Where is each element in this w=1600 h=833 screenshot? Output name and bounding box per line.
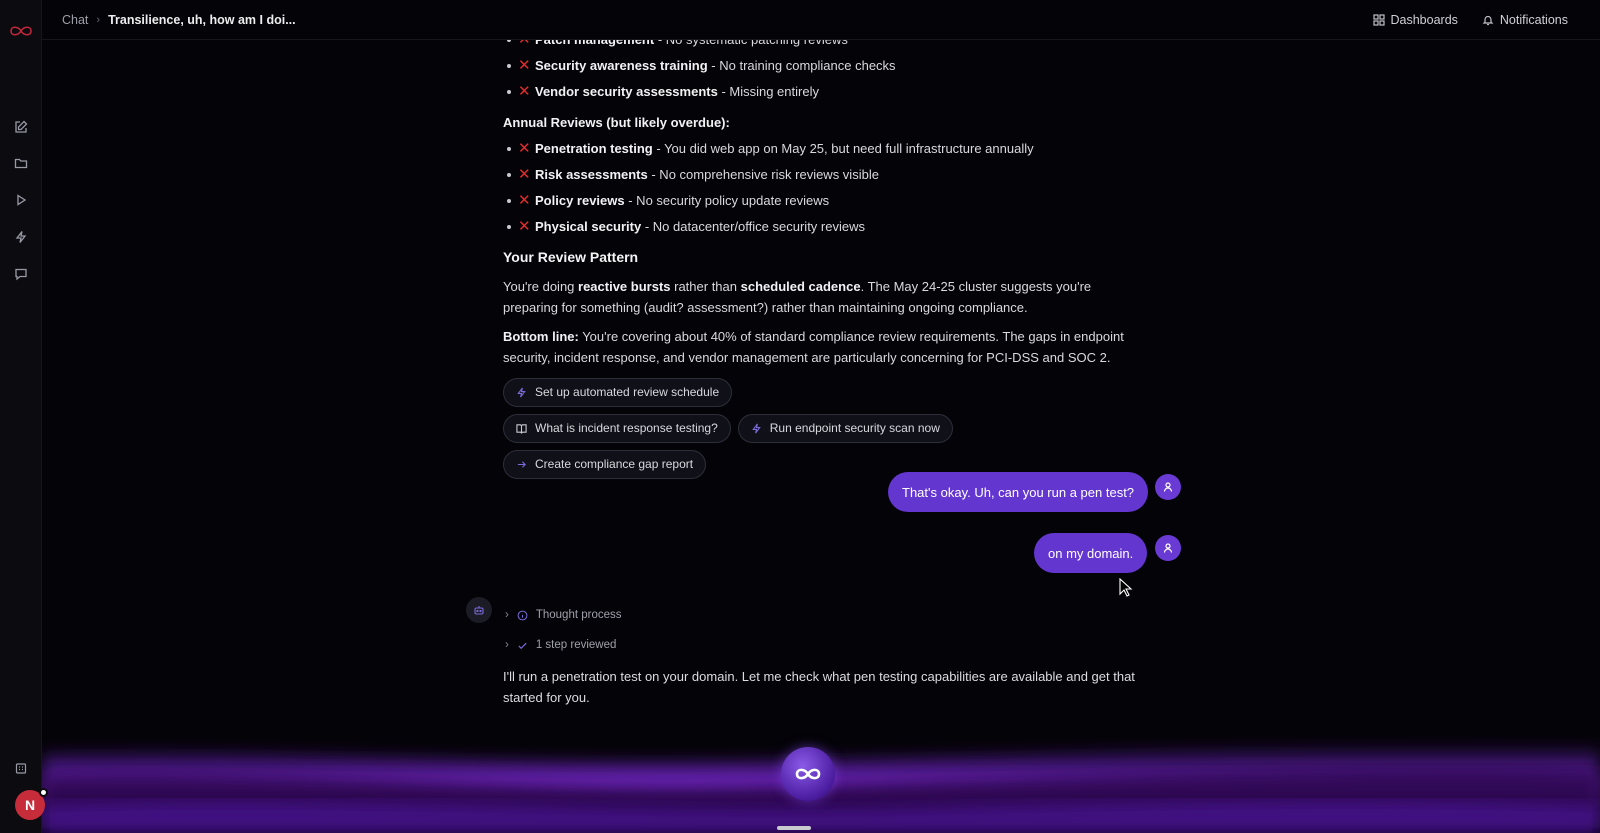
suggestion-endpoint-scan[interactable]	[738, 414, 953, 443]
thought-process-toggle[interactable]	[505, 609, 622, 621]
play-icon[interactable]	[11, 190, 31, 210]
user-avatar-icon	[1155, 535, 1181, 561]
status-dot	[39, 788, 48, 797]
red-x-icon: ✕	[518, 140, 531, 157]
infinity-icon	[793, 766, 823, 782]
list-item: ✕ Physical security - No datacenter/office security reviews	[503, 214, 1143, 240]
review-pattern-paragraph: You're doing reactive bursts rather than scheduled cadence. The May 24-25 cluster suggests you're preparing for something (audit? assessment?) rather than maintaining ongoing compliance.	[503, 279, 1092, 315]
folder-icon[interactable]	[11, 153, 31, 173]
arrow-right-icon	[516, 459, 527, 470]
bolt-icon[interactable]	[11, 227, 31, 247]
bell-icon	[1482, 14, 1494, 26]
red-x-icon: ✕	[518, 83, 531, 100]
grid-icon	[1373, 14, 1385, 26]
chip-label: Set up automated review schedule	[535, 385, 720, 399]
user-message: That's okay. Uh, can you run a pen test?	[888, 472, 1148, 512]
suggestion-automated-review[interactable]	[503, 378, 732, 407]
breadcrumb-chat[interactable]: Chat	[62, 12, 89, 27]
list-item: ✕ Risk assessments - No comprehensive risk reviews visible	[503, 162, 1143, 188]
chip-label: What is incident response testing?	[535, 421, 718, 435]
assistant-message	[503, 40, 1143, 479]
bottom-line-paragraph: Bottom line: You're covering about 40% of standard compliance review requirements. The gaps in endpoint security, incident response, and vendor management are particularly concerning for PCI-DSS and SOC 2.	[503, 329, 1124, 365]
chip-label: Create compliance gap report	[535, 457, 694, 471]
sidebar	[0, 0, 42, 833]
monthly-gaps-list	[503, 53, 1143, 105]
user-avatar[interactable]	[15, 790, 45, 820]
suggestion-gap-report[interactable]	[503, 450, 706, 479]
check-icon	[517, 640, 528, 651]
drag-handle[interactable]	[777, 826, 811, 830]
chip-label: Run endpoint security scan now	[769, 421, 940, 435]
bot-avatar-icon	[466, 597, 492, 623]
suggestion-incident-response[interactable]	[503, 414, 731, 443]
red-x-icon: ✕	[518, 218, 531, 235]
list-item: ✕ Policy reviews - No security policy update reviews	[503, 188, 1143, 214]
dashboards-button[interactable]	[1373, 13, 1458, 27]
mouse-cursor-icon	[1119, 578, 1133, 598]
list-item: ✕ Penetration testing - You did web app on May 25, but need full infrastructure annually	[503, 136, 1143, 162]
chevron-right-icon: ›	[96, 13, 101, 26]
list-item: ✕ Vendor security assessments - Missing entirely	[503, 79, 1143, 105]
chevron-right-icon: ›	[505, 639, 509, 651]
user-initial: N	[24, 797, 36, 813]
red-x-icon: ✕	[518, 57, 531, 74]
red-x-icon: ✕	[518, 192, 531, 209]
chat-icon[interactable]	[11, 264, 31, 284]
thought-process-label: Thought process	[535, 609, 622, 621]
steps-reviewed-toggle[interactable]	[505, 639, 616, 651]
voice-assistant-button[interactable]	[781, 747, 835, 801]
red-x-icon: ✕	[518, 166, 531, 183]
review-pattern-heading: Your Review Pattern	[503, 249, 639, 265]
user-message: on my domain.	[1034, 533, 1147, 573]
notifications-label: Notifications	[1499, 12, 1568, 27]
steps-reviewed-label: 1 step reviewed	[535, 639, 617, 651]
assistant-reply-text: I'll run a penetration test on your domain. Let me check what pen testing capabilities are available and get that started for you.	[503, 669, 1135, 705]
book-icon	[516, 423, 527, 434]
edit-icon[interactable]	[11, 117, 31, 137]
dashboards-label: Dashboards	[1390, 12, 1458, 27]
building-icon[interactable]	[11, 758, 31, 778]
bolt-icon	[516, 387, 527, 398]
user-avatar-icon	[1155, 474, 1181, 500]
annual-reviews-heading: Annual Reviews (but likely overdue):	[503, 115, 730, 130]
suggestion-chips	[503, 378, 963, 479]
notifications-button[interactable]	[1482, 13, 1568, 27]
chevron-right-icon: ›	[505, 609, 509, 621]
breadcrumb	[42, 13, 296, 27]
info-circle-icon	[517, 610, 528, 621]
top-bar	[42, 0, 1600, 40]
infinity-logo-icon[interactable]	[8, 24, 34, 38]
list-item: ✕ Security awareness training - No training compliance checks	[503, 53, 1143, 79]
breadcrumb-title: Transilience, uh, how am I doi...	[108, 12, 296, 27]
bolt-icon	[751, 423, 762, 434]
annual-reviews-list	[503, 136, 1143, 240]
